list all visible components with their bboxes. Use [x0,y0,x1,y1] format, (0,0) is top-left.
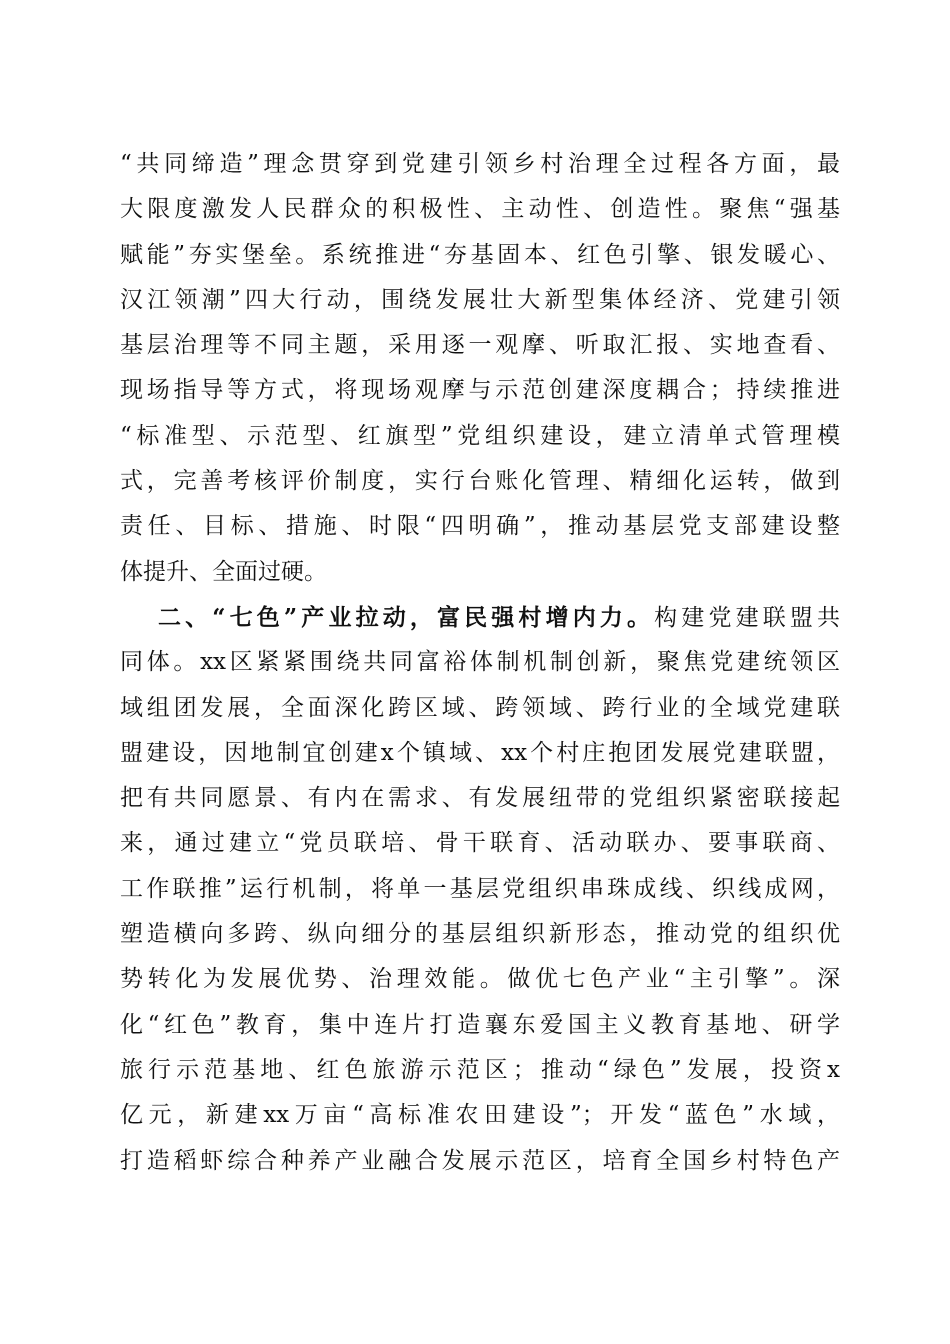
paragraph2-line-6: 来，通过建立“党员联培、骨干联育、活动联办、要事联商、 [120,830,840,857]
paragraph1-line-3: 赋能”夯实堡垒。系统推进“夯基固本、红色引擎、银发暖心、 [120,241,840,268]
paragraph2-line-3: 域组团发展，全面深化跨区域、跨领域、跨行业的全域党建联 [120,694,840,721]
paragraph1-line-8: 式，完善考核评价制度，实行台账化管理、精细化运转，做到 [120,468,840,495]
document-body [120,142,840,1184]
paragraph2-line-2: 同体。xx区紧紧围绕共同富裕体制机制创新，聚焦党建统领区 [120,649,840,676]
paragraph1-line-4: 汉江领潮”四大行动，围绕发展壮大新型集体经济、党建引领 [120,286,840,313]
paragraph2-line-7: 工作联推”运行机制，将单一基层党组织串珠成线、织线成网， [120,875,840,902]
paragraph2-first-line-text: 构建党建联盟共 [654,604,840,631]
paragraph2-line-13: 打造稻虾综合种养产业融合发展示范区，培育全国乡村特色产 [120,1147,840,1174]
paragraph2-line-11: 旅行示范基地、红色旅游示范区；推动“绿色”发展，投资x [120,1056,840,1083]
paragraph1-line-9: 责任、目标、措施、时限“四明确”，推动基层党支部建设整 [120,513,840,540]
paragraph2-line-8: 塑造横向多跨、纵向细分的基层组织新形态，推动党的组织优 [120,921,840,948]
paragraph2-line-10: 化“红色”教育，集中连片打造襄东爱国主义教育基地、研学 [120,1011,840,1038]
section-heading: 二、“七色”产业拉动，富民强村增内力。 [158,603,655,631]
paragraph1-line-6: 现场指导等方式，将现场观摩与示范创建深度耦合；持续推进 [120,377,840,404]
paragraph2-first-line [120,595,840,640]
paragraph1-line-1: “共同缔造”理念贯穿到党建引领乡村治理全过程各方面，最 [120,151,840,177]
paragraph1-line-5: 基层治理等不同主题，采用逐一观摩、听取汇报、实地查看、 [120,332,840,359]
paragraph1-line-7: “标准型、示范型、红旗型”党组织建设，建立清单式管理模 [120,422,840,449]
paragraph1-line-10: 体提升、全面过硬。 [120,558,327,585]
paragraph2-line-5: 把有共同愿景、有内在需求、有发展纽带的党组织紧密联接起 [120,785,840,812]
paragraph2-line-4: 盟建设，因地制宜创建x个镇域、xx个村庄抱团发展党建联盟， [120,739,840,766]
paragraph1-line-2: 大限度激发人民群众的积极性、主动性、创造性。聚焦“强基 [120,196,840,223]
paragraph2-line-9: 势转化为发展优势、治理效能。做优七色产业“主引擎”。深 [120,966,840,993]
paragraph2-line-12: 亿元，新建xx万亩“高标准农田建设”；开发“蓝色”水域， [120,1102,840,1129]
